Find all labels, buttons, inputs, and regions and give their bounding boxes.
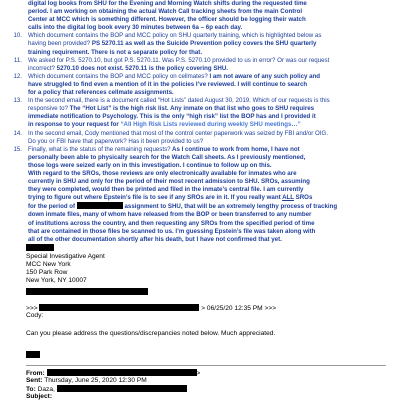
- question-text: Do you or FBI have that paperwork? Has it been provided to us?: [28, 137, 204, 145]
- prior-answer-line: calls into the digital log book every 30 minutes between 6a – 6p each day.: [28, 24, 243, 32]
- list-number: 15.: [13, 145, 22, 153]
- answer-text: As I continue to work from home, I have not: [170, 145, 300, 153]
- answer-text: have struggled to find even a mention of it in the policies I’ve reviewed. I will continue to search: [28, 80, 308, 88]
- signature-city: New York, NY 10007: [26, 277, 87, 284]
- redaction-box: [77, 202, 123, 209]
- redaction-box: [39, 304, 199, 311]
- question-text: Which document contains the BOP and MCC policy on cellmates?: [28, 72, 208, 80]
- question-text: having been provided?: [28, 40, 91, 48]
- answer-text: they were completed, would then be printed and filed in the inmate’s central file. I am currently: [28, 186, 304, 194]
- redaction-box: [57, 385, 187, 392]
- list-item: [6, 73, 394, 81]
- answer-text: I am not aware of any such policy and: [207, 72, 321, 80]
- answer-text: assignment to SHU, that will be an extremely lengthy process of tracking: [124, 203, 338, 211]
- quoted-request: “All High Risk Lists reviewed during weekly SHU meetings…”: [120, 121, 301, 129]
- email-top-section: [6, 0, 394, 244]
- redaction-box: [26, 351, 40, 358]
- answer-text: those logs were seized early on in this investigation. I continue to follow up on this.: [28, 161, 272, 169]
- divider: [26, 365, 386, 366]
- list-number: 12.: [13, 72, 22, 80]
- list-item: [6, 97, 394, 105]
- signature-block: [26, 253, 386, 285]
- fwd-sent-row: [26, 377, 147, 385]
- answer-text: personally been able to physically search for the Watch Call sheets. As I previously mentioned,: [28, 153, 306, 161]
- answer-text: With regard to the SROs, those reviews are only electronically available for inmates who are: [28, 169, 297, 177]
- list-number: 13.: [13, 97, 22, 105]
- prior-answer-line: Center at MCC which is something different. However, the officer should be logging their watch: [28, 16, 306, 24]
- answer-text: down inmate files, many of whom have released from the BOP or been transferred to any number: [28, 211, 312, 219]
- answer-text: in response to your request for: [28, 121, 121, 129]
- question-text: We asked for P.S. 5270.10, but got P.S. 5270.11. Was P.S. 5270.10 provided to us in error? Or was our request: [28, 56, 330, 64]
- answer-text: currently in SHU and only for the period of their most recent admission to SHU. SROs, assuming: [28, 178, 310, 186]
- answer-text: for a policy that references cellmate assignments.: [28, 89, 174, 97]
- sent-label: Sent:: [26, 377, 43, 384]
- list-number: 11.: [13, 56, 22, 64]
- answer-text: 5270.10 does not exist. 5270.11 is the policy covering SHU.: [54, 64, 229, 72]
- answer-text: PS 5270.11 as well as the Suicide Prevention policy covers the SHU quarterly: [90, 40, 317, 48]
- quote-prefix: >>>: [26, 305, 38, 312]
- answer-text: trying to figure out where Epstein’s file is to see if any SROs are in it. If you really want: [28, 194, 283, 202]
- signature-title: Special Investigative Agent: [26, 253, 105, 260]
- from-label: From:: [26, 370, 45, 377]
- request-text: Can you please address the questions/discrepancies noted below. Much appreciated.: [26, 330, 276, 337]
- answer-text: immediate notification to Psychology. This is the only “high risk” list the BOP has and I provided it: [28, 113, 316, 121]
- question-text: Which document contains the BOP and MCC policy on SHU quarterly training, which is highlighted below as: [28, 32, 322, 40]
- answer-text: The “Hot List” is the high risk list. Any inmate on that list who goes to SHU requires: [67, 105, 315, 113]
- answer-emphasis: ALL: [282, 194, 294, 202]
- answer-text: for the period of: [28, 203, 76, 211]
- quote-timestamp: > 06/25/20 12:35 PM >>>: [201, 305, 277, 312]
- answer-text: all of the other documentation shortly after his death, but I have not confirmed that yet.: [28, 235, 282, 243]
- list-number: 14.: [13, 129, 22, 137]
- list-number: 10.: [13, 32, 22, 40]
- from-suffix: >: [196, 370, 201, 377]
- sent-value: Thursday, June 25, 2020 12:30 PM: [42, 377, 147, 384]
- question-text: responsive to?: [28, 105, 68, 113]
- list-item: [6, 32, 394, 40]
- answer-text: that are contained in those files be scanned to us. I’m guessing Epstein’s file was taken along with: [28, 227, 316, 235]
- question-text: In the second email, Cody mentioned that most of the control center paperwork was seized by FBI and/or OIG.: [28, 129, 329, 137]
- list-item: [6, 130, 394, 138]
- list-item: [6, 57, 394, 65]
- redaction-box: [26, 288, 148, 295]
- question-text: Finally, what is the status of the remaining requests?: [28, 145, 171, 153]
- question-text: In the second email, there is a document called “Hot Lists” dated August 30, 2019. Which of our requests is this: [28, 97, 330, 105]
- to-value: Daza,: [35, 386, 55, 393]
- answer-text: SROs: [293, 194, 313, 202]
- answer-text: of institutions across the country, and then requesting any SROs from the specified period of time: [28, 219, 315, 227]
- subject-label: Subject:: [26, 393, 53, 400]
- question-text: incorrect?: [28, 64, 55, 72]
- redaction-box: [47, 369, 197, 376]
- redaction-box: [26, 244, 54, 251]
- signature-org: MCC New York: [26, 261, 71, 268]
- signature-street: 150 Park Row: [26, 269, 68, 276]
- greeting: Cody:: [26, 312, 44, 319]
- quoted-header: [26, 304, 276, 313]
- prior-answer-line: period. I am working on obtaining the actual Watch Call tracking sheets from the main Control: [28, 8, 303, 16]
- answer-text: training requirement. There is not a separate policy for that.: [28, 48, 203, 56]
- prior-answer-line: digital log books from SHU for the Evening and Morning Watch shifts during the requested time: [28, 0, 307, 7]
- to-label: To:: [26, 386, 36, 393]
- list-item: [6, 146, 394, 154]
